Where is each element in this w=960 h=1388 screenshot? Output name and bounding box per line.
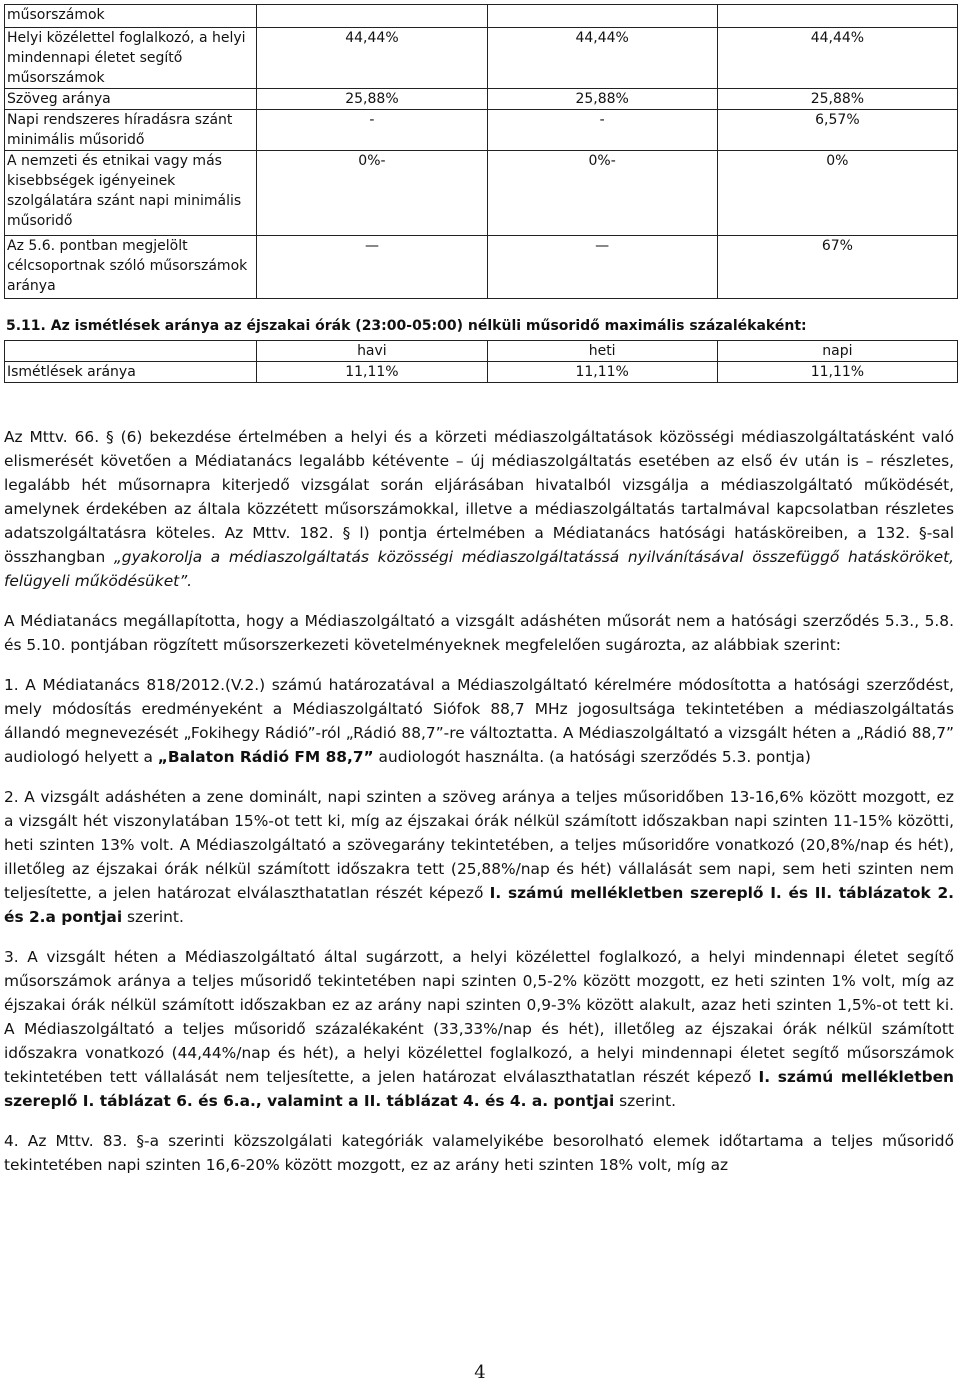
table-cell-value: - [487, 110, 717, 151]
table-cell-value: 44,44% [717, 28, 957, 89]
table-cell-value: 11,11% [257, 362, 487, 383]
paragraph: 4. Az Mttv. 83. §-a szerinti közszolgálati kategóriák valamelyikébe besorolható elemek időtartama a teljes műsoridő tekintetében napi szinten 16,6-20% között mozgott, ez az arány heti szinten 18% volt, míg az [4, 1132, 954, 1174]
table-cell-label: Ismétlések aránya [5, 362, 257, 383]
table-cell-value: 25,88% [487, 89, 717, 110]
table-cell-value: 0% [717, 151, 957, 236]
table-cell-label: műsorszámok [5, 5, 257, 28]
table-cell-value: 0%- [487, 151, 717, 236]
table-cell-label: Az 5.6. pontban megjelölt célcsoportnak szóló műsorszámok aránya [5, 236, 257, 299]
table-cell-value: 25,88% [717, 89, 957, 110]
table-cell-label: Napi rendszeres híradásra szánt minimális műsoridő [5, 110, 257, 151]
table-row [5, 28, 958, 89]
page-number: 4 [474, 1362, 486, 1383]
paragraph: 3. A vizsgált héten a Médiaszolgáltató által sugárzott, a helyi közélettel foglalkozó, a helyi mindennapi életet segítő műsorszámok aránya a teljes műsoridő tekintetében napi szinten 0,5-2% között mozgott, ez heti szinten 1% volt, míg az éjszakai órák nélkül számított időszakban ez az arány napi szinten 0,9-3% között alakult, azaz heti szinten 1,5%-ot tett ki. A Médiaszolgáltató a teljes műsoridő százalékaként (33,33%/nap és hét), illetőleg az éjszakai órák nélkül számított időszakra vonatkozó (44,44%/nap és hét), a helyi közélettel foglalkozó, a helyi mindennapi életet segítő műsorszámok tekintetében tett vállalását nem teljesítette, a jelen határozat elválaszthatatlan részét képező I. számú mellékletben szereplő I. táblázat 6. és 6.a., valamint a II. táblázat 4. és 4. a. pontjai szerint. [4, 948, 954, 1110]
table-cell-label: A nemzeti és etnikai vagy más kisebbségek igényeinek szolgálatára szánt napi minimális műsoridő [5, 151, 257, 236]
table-cell-label: Szöveg aránya [5, 89, 257, 110]
table-header-row [5, 341, 958, 362]
table-row [5, 89, 958, 110]
paragraph: 1. A Médiatanács 818/2012.(V.2.) számú határozatával a Médiaszolgáltató kérelmére módosította a hatósági szerződést, mely módosítás eredményeként a Médiaszolgáltató Siófok 88,7 MHz jogosultsága tekintetében a médiaszolgáltatás állandó megnevezését „Fokihegy Rádió”-ról „Rádió 88,7”-re változtatta. A Médiaszolgáltató a vizsgált héten a „Rádió 88,7” audiologó helyett a „Balaton Rádió FM 88,7” audiologót használta. (a hatósági szerződés 5.3. pontja) [4, 676, 954, 766]
table-cell-value: 44,44% [257, 28, 487, 89]
table-cell-value: — [487, 236, 717, 299]
table-row [5, 110, 958, 151]
table-header-cell: havi [257, 341, 487, 362]
table-header-cell: heti [487, 341, 717, 362]
repetition-table [4, 340, 958, 383]
commitments-table [4, 4, 958, 299]
table-cell-value: 11,11% [487, 362, 717, 383]
section-title: 5.11. Az ismétlések aránya az éjszakai órák (23:00-05:00) nélküli műsoridő maximális százalékaként: [6, 318, 807, 334]
paragraph: Az Mttv. 66. § (6) bekezdése értelmében a helyi és a körzeti médiaszolgáltatások közösségi médiaszolgáltatásként való elismerését követően a Médiatanács legalább kétévente – új médiaszolgáltatás esetében az első év után is – részletes, legalább hét műsornapra kiterjedő vizsgálat során eljárásában hivatalból vizsgálja a médiaszolgáltató működését, amelynek érdekében az általa közzétett műsorszámokkal, illetve a médiaszolgáltatás tartalmával kapcsolatban részletes adatszolgáltatásra köteles. Az Mttv. 182. § l) pontja értelmében a Médiatanács hatósági hatásköreiben, a 132. §-sal összhangban „gyakorolja a médiaszolgáltatás közösségi médiaszolgáltatássá nyilvánításával összefüggő hatásköröket, felügyeli működésüket”. [4, 428, 954, 590]
table-cell-label: Helyi közélettel foglalkozó, a helyi mindennapi életet segítő műsorszámok [5, 28, 257, 89]
table-cell-value: - [257, 110, 487, 151]
paragraph: 2. A vizsgált adáshéten a zene dominált, napi szinten a szöveg aránya a teljes műsoridőben 13-16,6% között mozgott, ez a vizsgált hét viszonylatában 15%-ot tett ki, míg az éjszakai órák nélkül számított időszakban napi szinten 11-15% közötti, heti szinten 13% volt. A Médiaszolgáltató a szövegarány tekintetében, a teljes műsoridőre vonatkozó (20,8%/nap és hét), illetőleg az éjszakai órák nélkül számított időszakra tett (25,88%/nap és hét) vállalását sem napi, sem heti szinten nem teljesítette, a jelen határozat elválaszthatatlan részét képező I. számú mellékletben szereplő I. és II. táblázatok 2. és 2.a pontjai szerint. [4, 788, 955, 926]
table-cell-value: 11,11% [717, 362, 957, 383]
document-body [4, 425, 954, 1193]
table-header-cell [5, 341, 257, 362]
table-header-cell: napi [717, 341, 957, 362]
table-cell-value: 0%- [257, 151, 487, 236]
table-row [5, 362, 958, 383]
table-cell-value: — [257, 236, 487, 299]
table-row [5, 236, 958, 299]
table-cell-value: 67% [717, 236, 957, 299]
paragraph: A Médiatanács megállapította, hogy a Médiaszolgáltató a vizsgált adáshéten műsorát nem a hatósági szerződés 5.3., 5.8. és 5.10. pontjában rögzített műsorszerkezeti követelményeknek megfelelően sugározta, az alábbiak szerint: [4, 612, 954, 654]
table-cell-value: 25,88% [257, 89, 487, 110]
table-cell-value: 6,57% [717, 110, 957, 151]
table-row [5, 151, 958, 236]
table-cell-value: 44,44% [487, 28, 717, 89]
